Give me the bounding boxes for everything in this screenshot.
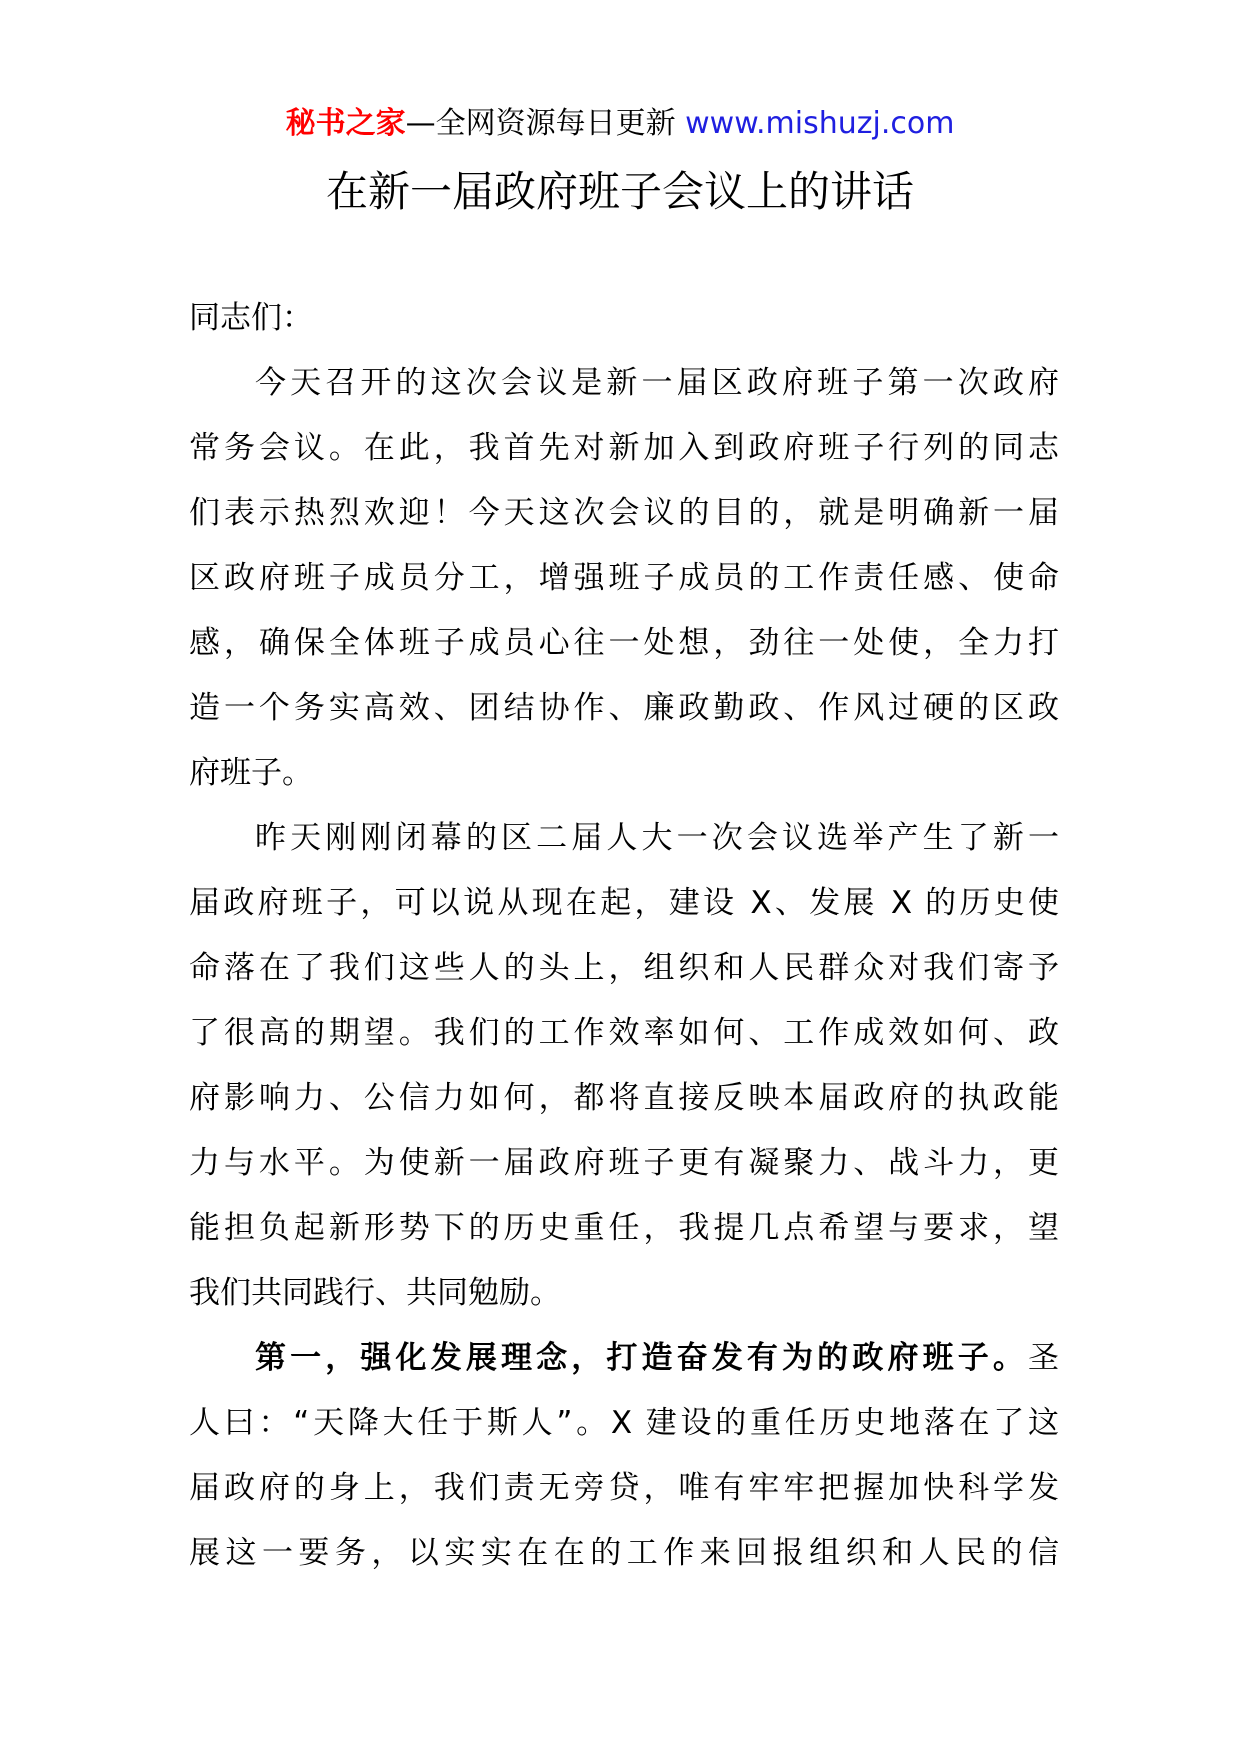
paragraph-2-line-1: 昨天刚刚闭幕的区二届人大一次会议选举产生了新一 [255, 820, 1059, 856]
paragraph-2-line-4: 了很高的期望。我们的工作效率如何、工作成效如何、政 [189, 1015, 1059, 1051]
section-heading-first: 第一，强化发展理念，打造奋发有为的政府班子。 [255, 1340, 1028, 1376]
site-header [0, 100, 1240, 148]
paragraph-2-line-6: 力与水平。为使新一届政府班子更有凝聚力、战斗力，更 [189, 1145, 1059, 1181]
paragraph-1-line-3: 们表示热烈欢迎！今天这次会议的目的，就是明确新一届 [189, 495, 1059, 531]
document-title: 在新一届政府班子会议上的讲话 [325, 167, 914, 216]
paragraph-2-line-7: 能担负起新形势下的历史重任，我提几点希望与要求，望 [189, 1210, 1059, 1246]
paragraph-3-line-1 [189, 1326, 1059, 1391]
paragraph-3-line-2: 人曰：“天降大任于斯人”。X 建设的重任历史地落在了这 [189, 1405, 1059, 1441]
salutation: 同志们： [189, 300, 313, 336]
document-body [189, 286, 1059, 1586]
paragraph-3-line-4: 展这一要务，以实实在在的工作来回报组织和人民的信 [189, 1535, 1059, 1571]
paragraph-1-line-1: 今天召开的这次会议是新一届区政府班子第一次政府 [255, 365, 1059, 401]
paragraph-1-line-2: 常务会议。在此，我首先对新加入到政府班子行列的同志 [189, 430, 1059, 466]
paragraph-1-line-5: 感，确保全体班子成员心往一处想，劲往一处使，全力打 [189, 625, 1059, 661]
paragraph-2-line-3: 命落在了我们这些人的头上，组织和人民群众对我们寄予 [189, 950, 1059, 986]
site-name: 秘书之家 [285, 106, 406, 141]
paragraph-1-line-4: 区政府班子成员分工，增强班子成员的工作责任感、使命 [189, 560, 1059, 596]
paragraph-3-line-1-rest: 圣 [1028, 1340, 1059, 1376]
paragraph-2-line-2: 届政府班子，可以说从现在起，建设 X、发展 X 的历史使 [189, 885, 1059, 921]
paragraph-2-line-5: 府影响力、公信力如何，都将直接反映本届政府的执政能 [189, 1080, 1059, 1116]
paragraph-1-line-6: 造一个务实高效、团结协作、廉政勤政、作风过硬的区政 [189, 690, 1059, 726]
site-url[interactable]: www.mishuzj.com [685, 106, 955, 141]
site-tagline: —全网资源每日更新 [405, 106, 686, 141]
paragraph-3-line-3: 届政府的身上，我们责无旁贷，唯有牢牢把握加快科学发 [189, 1470, 1059, 1506]
paragraph-2-line-8: 我们共同践行、共同勉励。 [189, 1275, 561, 1311]
paragraph-1-line-7: 府班子。 [189, 755, 313, 791]
